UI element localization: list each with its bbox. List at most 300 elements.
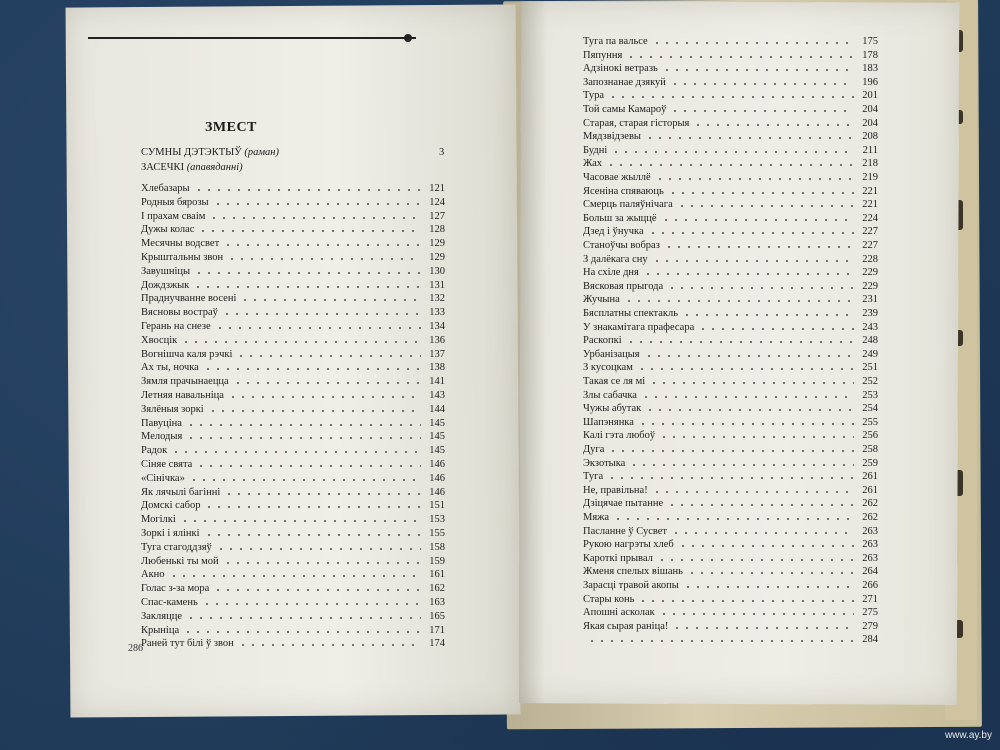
toc-entry-page: 229 (862, 267, 878, 279)
toc-entry (583, 210, 878, 224)
toc-entry (141, 373, 445, 387)
toc-entry-page: 263 (862, 525, 878, 537)
dot-leader (228, 396, 421, 398)
dot-leader (645, 137, 854, 139)
dot-leader (183, 631, 421, 633)
toc-entry-title: Дождзжык (141, 279, 190, 291)
toc-entry (141, 304, 445, 318)
toc-entry-title: Чужы абутак (583, 403, 642, 415)
toc-entry-title: Завушніцы (141, 265, 191, 277)
toc-entry-title: Дужы колас (141, 224, 195, 236)
toc-entry (583, 631, 878, 645)
toc-entry (583, 618, 878, 632)
toc-entry (583, 495, 878, 509)
dot-leader (223, 562, 421, 564)
toc-entry (583, 169, 878, 183)
toc-entry-title: Хвосцік (141, 334, 178, 346)
toc-entry (583, 319, 878, 333)
dot-leader (189, 479, 421, 481)
toc-entry-title: Туга (583, 471, 604, 483)
toc-entry-title: Домскі сабор (141, 500, 201, 512)
toc-entry-title: Акно (141, 569, 165, 581)
contents-heading: ЗМЕСТ (205, 120, 257, 135)
toc-entry-title: Стары конь (583, 593, 635, 605)
dot-leader (611, 151, 854, 153)
dot-leader (664, 246, 854, 248)
toc-entry-title: Дзіцячае пытанне (583, 498, 664, 510)
toc-entry-title: Будні (583, 144, 608, 156)
toc-entry (583, 155, 878, 169)
toc-entry-page: 128 (429, 224, 445, 236)
toc-entry-page: 121 (429, 183, 445, 194)
dot-leader (693, 124, 854, 126)
toc-entry-page: 133 (429, 307, 445, 319)
toc-entry-page: 228 (862, 253, 878, 265)
section-title: СУМНЫ ДЭТЭКТЫЎ (141, 147, 242, 158)
toc-entry (583, 591, 878, 605)
section-page: 3 (439, 147, 445, 158)
toc-entry-title: Шапэнянка (583, 416, 634, 428)
toc-entry (141, 194, 445, 208)
toc-entry-page: 231 (862, 294, 878, 306)
dot-leader (643, 273, 854, 275)
dot-leader (672, 627, 854, 629)
toc-entry (141, 318, 445, 332)
dot-leader (613, 518, 854, 520)
section-heading-1 (141, 147, 445, 158)
toc-entry (583, 237, 878, 251)
toc-entry-title: Туга стагоддзяў (141, 541, 212, 553)
toc-entry-title: Вогнішча каля рэчкі (141, 348, 233, 360)
toc-entry-page: 183 (862, 63, 878, 75)
dot-leader (227, 258, 421, 260)
toc-entry (583, 115, 878, 129)
toc-entry-title: Туга па вальсе (583, 36, 648, 47)
dot-leader (193, 286, 421, 288)
toc-entry-title: Апошні асколак (583, 607, 655, 619)
toc-entry-page: 229 (862, 280, 878, 292)
toc-entry-page: 261 (862, 471, 878, 483)
toc-entry (583, 455, 878, 469)
toc-entry-title: Герань на снезе (141, 321, 211, 332)
dot-leader (186, 617, 421, 619)
toc-entry (141, 277, 445, 291)
toc-entry (141, 525, 445, 539)
toc-entry-page: 146 (429, 486, 445, 498)
toc-entry (141, 594, 445, 608)
dot-leader (678, 545, 854, 547)
toc-entry-page: 221 (862, 199, 878, 211)
dot-leader (624, 300, 854, 302)
dot-leader (186, 437, 421, 439)
toc-entry-page: 224 (862, 212, 878, 224)
toc-entry-page: 178 (862, 49, 878, 61)
watermark: www.ay.by (944, 730, 992, 741)
toc-entry (141, 484, 445, 498)
toc-entry (141, 387, 445, 401)
dot-leader (208, 410, 421, 412)
toc-entry-page: 163 (429, 597, 445, 608)
toc-entry-page: 264 (862, 566, 878, 578)
toc-entry-title: Зарасці травой акопы (583, 580, 679, 591)
dot-leader (213, 589, 421, 591)
dot-leader (202, 603, 421, 605)
section-heading-2 (141, 162, 243, 173)
toc-entry-page: 127 (429, 210, 445, 222)
toc-entry-title: Якая сырая раніца! (583, 620, 669, 632)
toc-entry (583, 74, 878, 88)
toc-entry (583, 101, 878, 115)
toc-entry (583, 332, 878, 346)
toc-entry (583, 305, 878, 319)
dot-leader (638, 600, 854, 602)
toc-entry-title: Спас-камень (141, 597, 198, 608)
toc-entry-page: 155 (429, 528, 445, 539)
toc-entry-page: 146 (429, 459, 445, 470)
dot-leader (223, 244, 421, 246)
dot-leader (648, 232, 854, 234)
toc-entry (583, 359, 878, 373)
toc-entry-page: 275 (862, 607, 878, 619)
toc-entry (141, 470, 445, 484)
toc-entry-page: 211 (862, 144, 878, 156)
toc-entry-title: Павуціна (141, 417, 182, 429)
toc-entry-page: 261 (862, 484, 878, 496)
toc-entry (141, 608, 445, 622)
toc-entry (583, 563, 878, 577)
toc-entry-page: 175 (862, 36, 878, 47)
dot-leader (213, 203, 421, 205)
toc-entry (583, 577, 878, 591)
toc-entry (583, 536, 878, 550)
dot-leader (198, 230, 421, 232)
toc-entry-page: 151 (429, 500, 445, 512)
toc-entry-title: Ах ты, ночка (141, 362, 199, 374)
toc-entry-page: 145 (429, 417, 445, 429)
dot-leader (662, 69, 854, 71)
toc-entry-page: 253 (862, 389, 878, 401)
dot-leader (652, 491, 854, 493)
dot-leader (652, 42, 854, 44)
toc-entry (141, 635, 445, 649)
toc-entry-page: 143 (429, 390, 445, 401)
dot-leader (638, 423, 854, 425)
toc-entry-title: Мелодыя (141, 431, 183, 443)
toc-entry-title: Злы сабачка (583, 389, 637, 401)
toc-entry (141, 221, 445, 235)
toc-entry (583, 60, 878, 74)
toc-entry-page: 153 (429, 514, 445, 526)
toc-entry-title: Крыштальны звон (141, 252, 224, 263)
toc-entry-title: Пасланне ў Сусвет (583, 525, 667, 537)
toc-entry (141, 622, 445, 636)
toc-entry-title: Мяжа (583, 512, 610, 523)
section-note: (апавяданні) (186, 162, 243, 173)
ornament-dot (404, 34, 412, 42)
toc-entry-page: 254 (862, 403, 878, 415)
dot-leader (238, 644, 421, 646)
dot-leader (682, 314, 854, 316)
toc-entry (141, 359, 445, 373)
toc-entry-page: 201 (862, 90, 878, 102)
toc-entry (583, 414, 878, 428)
toc-entry (141, 553, 445, 567)
dot-leader (626, 341, 854, 343)
toc-entry (583, 142, 878, 156)
section-title: ЗАСЕЧКІ (141, 162, 185, 173)
toc-entry (583, 604, 878, 618)
toc-entry-title: Раней тут білі ў звон (141, 638, 234, 650)
toc-entry (141, 442, 445, 456)
toc-entry-title: Жменя спелых вішань (583, 566, 683, 578)
toc-entry-page: 251 (862, 362, 878, 374)
toc-entry-page: 124 (429, 196, 445, 208)
toc-entry-title: У знакамітага прафесара (583, 321, 695, 333)
toc-entry (583, 509, 878, 523)
dot-leader (667, 504, 854, 506)
toc-entry-page: 249 (862, 348, 878, 360)
toc-entry (141, 428, 445, 442)
toc-entry-title: Кароткі прывал (583, 552, 653, 564)
toc-entry-page: 137 (429, 348, 445, 360)
toc-entry (583, 427, 878, 441)
toc-entry-page: 248 (862, 335, 878, 347)
toc-entry (141, 539, 445, 553)
toc-entry-page: 208 (862, 131, 878, 143)
toc-entry (141, 566, 445, 580)
toc-entry-page: 130 (429, 265, 445, 277)
toc-entry (141, 401, 445, 415)
toc-entry-page: 227 (862, 240, 878, 251)
dot-leader (644, 355, 854, 357)
dot-leader (659, 613, 854, 615)
toc-entry (583, 523, 878, 537)
toc-entry (583, 400, 878, 414)
toc-entry-title: На схіле дня (583, 267, 639, 279)
toc-entry-title: Хлебазары (141, 183, 190, 194)
toc-entry-title: Летняя навальніца (141, 390, 224, 401)
dot-leader (186, 424, 421, 426)
toc-entry-title: Як лячылі багінні (141, 486, 221, 498)
dot-leader (698, 328, 854, 330)
dot-leader (180, 520, 421, 522)
dot-leader (606, 164, 854, 166)
toc-entry-title: Вясковая прыгода (583, 280, 664, 292)
dot-leader (169, 575, 421, 577)
toc-entry-title: Станоўчы вобраз (583, 240, 660, 251)
toc-entry-title: Адзінокі ветразь (583, 63, 658, 75)
dot-leader (637, 368, 854, 370)
dot-leader (196, 465, 421, 467)
toc-entry-page: 158 (429, 541, 445, 553)
page-number: 286 (128, 643, 143, 654)
toc-entry (583, 291, 878, 305)
dot-leader (645, 409, 854, 411)
toc-entry (583, 346, 878, 360)
toc-entry (141, 497, 445, 511)
toc-entry-page: 284 (862, 634, 878, 646)
dot-leader (667, 287, 854, 289)
toc-entry-title: Зялёныя зоркі (141, 403, 204, 415)
toc-entry-page: 219 (862, 172, 878, 183)
toc-entry (583, 196, 878, 210)
dot-leader (216, 548, 421, 550)
toc-entry (583, 33, 878, 47)
dot-leader (607, 477, 854, 479)
toc-entry-title: Зоркі і ялінкі (141, 528, 200, 539)
dot-leader (661, 219, 854, 221)
toc-entry-title: Ясеніна спяваюць (583, 185, 664, 197)
toc-entry (583, 468, 878, 482)
toc-entry-title: Калі гэта любоў (583, 430, 656, 442)
toc-entry-page: 161 (429, 569, 445, 581)
dot-leader (671, 532, 854, 534)
toc-entry-title: Жах (583, 158, 603, 170)
toc-entry-page: 262 (862, 498, 878, 510)
dot-leader (209, 217, 421, 219)
dot-leader (194, 189, 421, 191)
dot-leader (587, 640, 854, 642)
dot-leader (687, 572, 854, 574)
toc-entry-title: Могілкі (141, 514, 176, 526)
toc-entry (141, 235, 445, 249)
toc-entry-page: 144 (429, 403, 445, 415)
toc-entry-page: 159 (429, 555, 445, 567)
toc-entry-title: З кусоцкам (583, 362, 633, 374)
dot-leader (608, 450, 854, 452)
toc-entry-page: 263 (862, 552, 878, 564)
dot-leader (670, 110, 854, 112)
toc-entry-title: Рукою нагрэты хлеб (583, 539, 674, 551)
toc-entry-title: Тура (583, 90, 605, 102)
toc-entry-title: Дзед і ўнучка (583, 226, 644, 238)
toc-entry-title: Родныя бярозы (141, 196, 209, 208)
toc-entry-page: 263 (862, 539, 878, 551)
dot-leader (215, 327, 421, 329)
toc-entry (583, 441, 878, 455)
toc-entry-page: 259 (862, 457, 878, 469)
section-note: (раман) (244, 147, 279, 158)
dot-leader (236, 355, 421, 357)
toc-entry-page: 174 (429, 638, 445, 650)
toc-entry-title: Той самы Камароў (583, 104, 667, 115)
dot-leader (233, 382, 421, 384)
toc-entry-title: Старая, старая гісторыя (583, 117, 690, 129)
toc-entry-page: 145 (429, 445, 445, 457)
toc-entry-page: 165 (429, 610, 445, 622)
toc-entry-title: Праднучванне восені (141, 293, 237, 305)
toc-entry (583, 550, 878, 564)
dot-leader (657, 559, 854, 561)
toc-entry-title: Жучына (583, 294, 620, 306)
toc-entry-title: Месячны водсвет (141, 238, 220, 250)
ornament-rule (88, 37, 416, 39)
toc-entry-page: 218 (862, 158, 878, 170)
toc-entry-title: Мядзвідзевы (583, 131, 641, 143)
dot-leader (649, 382, 854, 384)
toc-entry-page: 255 (862, 416, 878, 428)
toc-entry-page: 266 (862, 580, 878, 591)
toc-entry-page: 271 (862, 593, 878, 605)
toc-entry (583, 264, 878, 278)
dot-leader (655, 178, 854, 180)
dot-leader (608, 96, 854, 98)
toc-entry (141, 208, 445, 222)
toc-entry (583, 47, 878, 61)
toc-entry-page: 145 (429, 431, 445, 443)
dot-leader (683, 586, 854, 588)
dot-leader (181, 341, 421, 343)
toc-entry (141, 290, 445, 304)
toc-entry-title: З далёкага сну (583, 253, 648, 265)
toc-entry-page: 129 (429, 252, 445, 263)
toc-entry-title: Часовае жыллё (583, 172, 651, 183)
toc-entry-page: 146 (429, 472, 445, 484)
toc-entry-title: Смерць паляўнічага (583, 199, 673, 211)
dot-leader (641, 396, 854, 398)
dot-leader (222, 313, 421, 315)
toc-entry-title: Голас з-за мора (141, 583, 210, 595)
toc-entry-page: 136 (429, 334, 445, 346)
toc-entry-page: 258 (862, 444, 878, 455)
toc-entry-title: Вясновы востраў (141, 307, 218, 319)
toc-entry-title: Дуга (583, 444, 605, 455)
toc-entry-page: 262 (862, 512, 878, 523)
dot-leader (224, 493, 421, 495)
toc-entry (141, 346, 445, 360)
toc-entry-page: 131 (429, 279, 445, 291)
toc-entry (583, 482, 878, 496)
toc-entry (583, 223, 878, 237)
toc-entry-title: Не, правільна! (583, 484, 648, 496)
toc-entry-page: 138 (429, 362, 445, 374)
toc-entry (141, 263, 445, 277)
toc-entry-title: Больш за жыццё (583, 212, 657, 224)
dot-leader (629, 464, 854, 466)
toc-entry-title: Закляцце (141, 610, 182, 622)
toc-entry (583, 373, 878, 387)
dot-leader (203, 368, 421, 370)
toc-entry-title: Экзотыка (583, 457, 626, 469)
dot-leader (670, 83, 854, 85)
toc-entry-title: Пяпуння (583, 49, 623, 61)
toc-entry-page: 129 (429, 238, 445, 250)
dot-leader (652, 260, 854, 262)
toc-entry-page: 134 (429, 321, 445, 332)
dot-leader (668, 192, 854, 194)
toc-entry (141, 332, 445, 346)
toc-entry-page: 204 (862, 117, 878, 129)
dot-leader (677, 205, 854, 207)
toc-entry (583, 87, 878, 101)
toc-entry (583, 183, 878, 197)
toc-entry-page: 204 (862, 104, 878, 115)
toc-entry-page: 243 (862, 321, 878, 333)
toc-entry-title: Бясплатны спектакль (583, 308, 679, 319)
toc-entry (141, 249, 445, 263)
toc-entry-page: 171 (429, 624, 445, 636)
toc-entry-title: Такая се ля мі (583, 376, 646, 387)
dot-leader (659, 436, 854, 438)
dot-leader (204, 506, 421, 508)
toc-entry-title: Сіняе свята (141, 459, 193, 470)
toc-entry-page: 221 (862, 185, 878, 197)
dot-leader (171, 451, 421, 453)
toc-entry (141, 511, 445, 525)
toc-entry-page: 256 (862, 430, 878, 442)
toc-entry (141, 580, 445, 594)
toc-entry-page: 141 (429, 376, 445, 388)
